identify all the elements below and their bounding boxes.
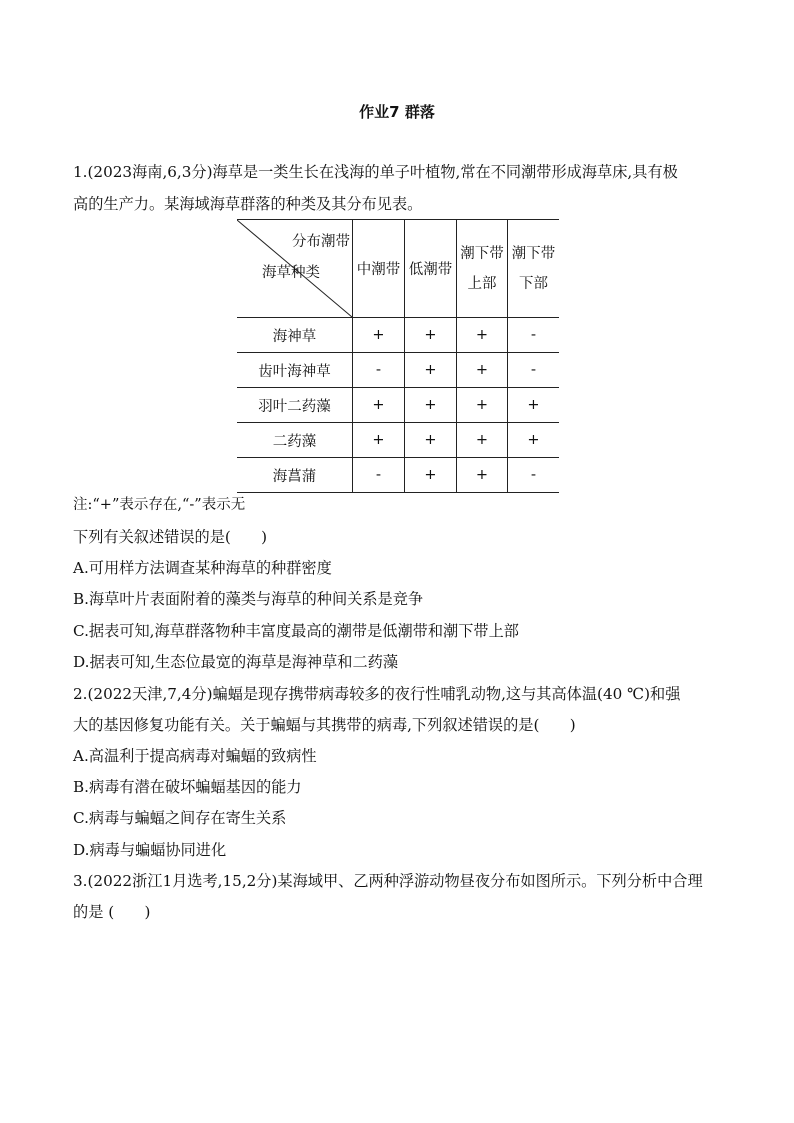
- column-header-line: 潮下带: [511, 245, 556, 262]
- column-header: [353, 220, 405, 318]
- q3-stem-line-2: 的是 ( ): [73, 903, 151, 921]
- column-header-line: 潮下带: [460, 245, 504, 262]
- table-cell: +: [405, 353, 457, 388]
- table-cell: +: [457, 458, 508, 493]
- table-cell: +: [405, 318, 457, 353]
- q1-option-d: D.据表可知,生态位最宽的海草是海神草和二药藻: [73, 653, 399, 671]
- table-cell: +: [457, 353, 508, 388]
- table-cell: +: [457, 423, 508, 458]
- table-cell: -: [353, 458, 405, 493]
- q1-option-c: C.据表可知,海草群落物种丰富度最高的潮带是低潮带和潮下带上部: [73, 622, 519, 640]
- q3-stem-line-1: 3.(2022浙江1月选考,15,2分)某海域甲、乙两种浮游动物昼夜分布如图所示。下列分析中合理: [73, 872, 703, 890]
- table-cell: +: [508, 423, 560, 458]
- table-cell: +: [353, 423, 405, 458]
- table-cell: +: [457, 388, 508, 423]
- table-row: [237, 318, 559, 353]
- table-cell: +: [405, 388, 457, 423]
- table-row: [237, 458, 559, 493]
- species-name: 羽叶二药藻: [237, 388, 353, 423]
- column-header: [405, 220, 457, 318]
- q2-option-d: D.病毒与蝙蝠协同进化: [73, 841, 227, 859]
- table-header-row: [237, 220, 559, 318]
- q2-option-a: A.高温利于提高病毒对蝙蝠的致病性: [73, 747, 317, 765]
- table-cell: +: [405, 458, 457, 493]
- table-cell: -: [508, 458, 560, 493]
- column-header: [508, 220, 560, 318]
- column-header-line: 下部: [519, 275, 548, 292]
- table-cell: +: [353, 388, 405, 423]
- table-row: [237, 423, 559, 458]
- species-name: 海神草: [237, 318, 353, 353]
- column-header-line: 上部: [467, 275, 497, 292]
- species-name: 海菖蒲: [237, 458, 353, 493]
- page-title: 作业7 群落: [359, 103, 435, 121]
- q2-option-b: B.病毒有潜在破坏蝙蝠基因的能力: [73, 778, 302, 796]
- q1-question: 下列有关叙述错误的是( ): [73, 528, 268, 546]
- table-cell: +: [508, 388, 560, 423]
- q2-stem-line-1: 2.(2022天津,7,4分)蝙蝠是现存携带病毒较多的夜行性哺乳动物,这与其高体温(40 ℃)和强: [73, 685, 681, 703]
- table-cell: +: [405, 423, 457, 458]
- table-cell: -: [508, 353, 560, 388]
- q1-option-a: A.可用样方法调查某种海草的种群密度: [73, 559, 332, 577]
- column-header-line: 中潮带: [356, 262, 401, 278]
- corner-label-zone: 分布潮带: [292, 234, 350, 250]
- q1-stem-line-1: 1.(2023海南,6,3分)海草是一类生长在浅海的单子叶植物,常在不同潮带形成海草床,具有极: [73, 163, 678, 181]
- species-name: 齿叶海神草: [237, 353, 353, 388]
- table-cell: +: [457, 318, 508, 353]
- q2-stem-line-2: 大的基因修复功能有关。关于蝙蝠与其携带的病毒,下列叙述错误的是( ): [73, 716, 576, 734]
- q1-option-b: B.海草叶片表面附着的藻类与海草的种间关系是竞争: [73, 590, 424, 608]
- species-name: 二药藻: [237, 423, 353, 458]
- table-cell: -: [353, 353, 405, 388]
- table-note: 注:“+”表示存在,“-”表示无: [73, 497, 246, 513]
- corner-label-species: 海草种类: [262, 265, 320, 281]
- table-row: [237, 388, 559, 423]
- q2-option-c: C.病毒与蝙蝠之间存在寄生关系: [73, 809, 287, 827]
- table-corner-cell: [237, 220, 353, 318]
- q1-stem-line-2: 高的生产力。某海域海草群落的种类及其分布见表。: [73, 195, 423, 213]
- column-header-line: 低潮带: [408, 262, 453, 278]
- seaweed-distribution-table: [237, 219, 559, 493]
- table-row: [237, 353, 559, 388]
- table-cell: +: [353, 318, 405, 353]
- table-cell: -: [508, 318, 560, 353]
- column-header: [457, 220, 508, 318]
